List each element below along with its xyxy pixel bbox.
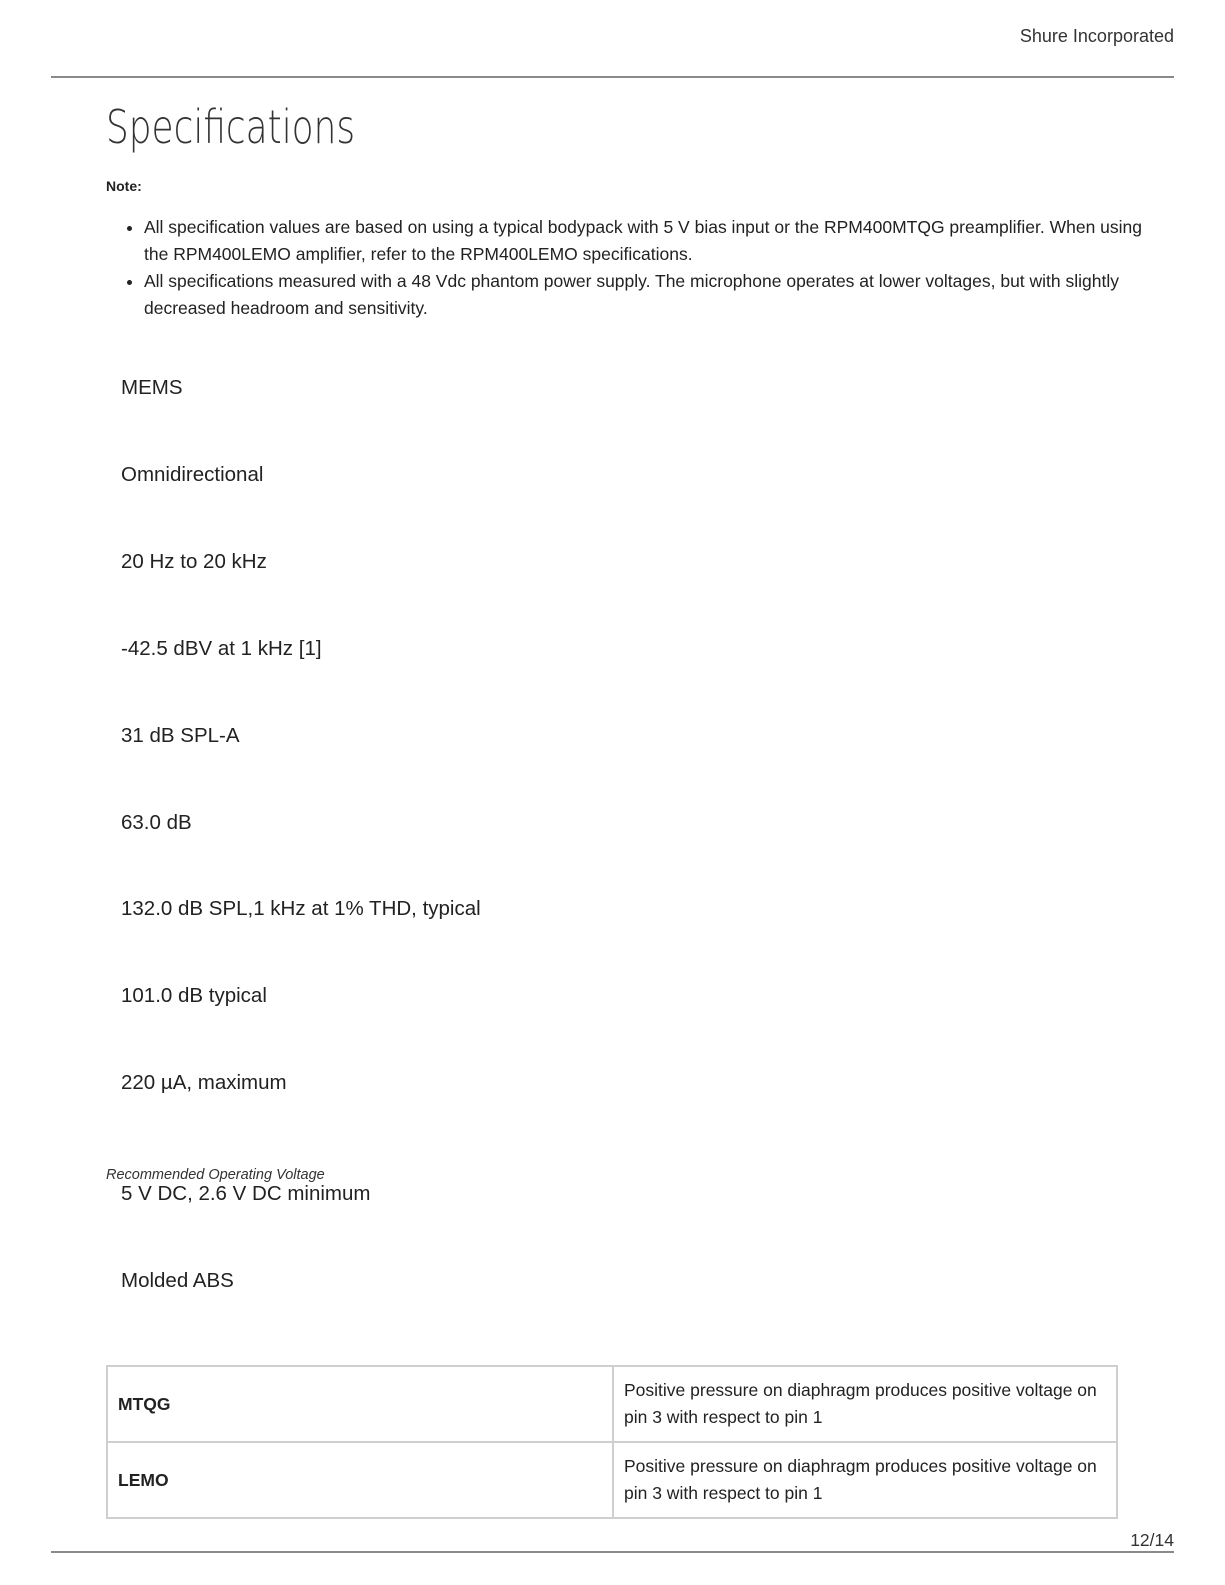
spec-polar-pattern: Omnidirectional	[121, 463, 264, 486]
spec-cartridge: MEMS	[121, 376, 183, 399]
spec-frequency-response: 20 Hz to 20 kHz	[121, 550, 267, 573]
note-item: • All specification values are based on using a typical bodypack with 5 V bias input or the RPM400MTQG preamplifier. When using the RPM400LEMO amplifier, refer to the RPM400LEMO specifications.	[144, 214, 1144, 268]
polarity-description: Positive pressure on diaphragm produces positive voltage on pin 3 with respect to pin 1	[613, 1366, 1117, 1442]
spec-current: 220 µA, maximum	[121, 1071, 287, 1094]
page-title: Specifications	[106, 100, 356, 154]
table-row	[107, 1366, 1117, 1442]
polarity-table	[106, 1365, 1118, 1519]
polarity-connector: LEMO	[107, 1442, 613, 1518]
spec-voltage-label: Recommended Operating Voltage	[106, 1167, 325, 1183]
footer-divider	[51, 1551, 1174, 1553]
note-label: Note:	[106, 178, 142, 194]
header-divider	[51, 76, 1174, 78]
spec-max-spl: 132.0 dB SPL,1 kHz at 1% THD, typical	[121, 897, 481, 920]
spec-dynamic-range: 101.0 dB typical	[121, 984, 267, 1007]
polarity-description: Positive pressure on diaphragm produces positive voltage on pin 3 with respect to pin 1	[613, 1442, 1117, 1518]
spec-self-noise: 31 dB SPL-A	[121, 724, 240, 747]
polarity-connector: MTQG	[107, 1366, 613, 1442]
notes-list	[106, 214, 1144, 322]
spec-housing: Molded ABS	[121, 1269, 234, 1292]
spec-voltage: 5 V DC, 2.6 V DC minimum	[121, 1182, 371, 1205]
spec-sensitivity: -42.5 dBV at 1 kHz [1]	[121, 637, 322, 660]
note-item: • All specifications measured with a 48 Vdc phantom power supply. The microphone operates at lower voltages, but with slightly decreased headroom and sensitivity.	[144, 268, 1144, 322]
spec-snr: 63.0 dB	[121, 811, 192, 834]
table-row	[107, 1442, 1117, 1518]
page-number: 12/14	[1130, 1530, 1174, 1550]
company-name: Shure Incorporated	[1019, 26, 1174, 46]
